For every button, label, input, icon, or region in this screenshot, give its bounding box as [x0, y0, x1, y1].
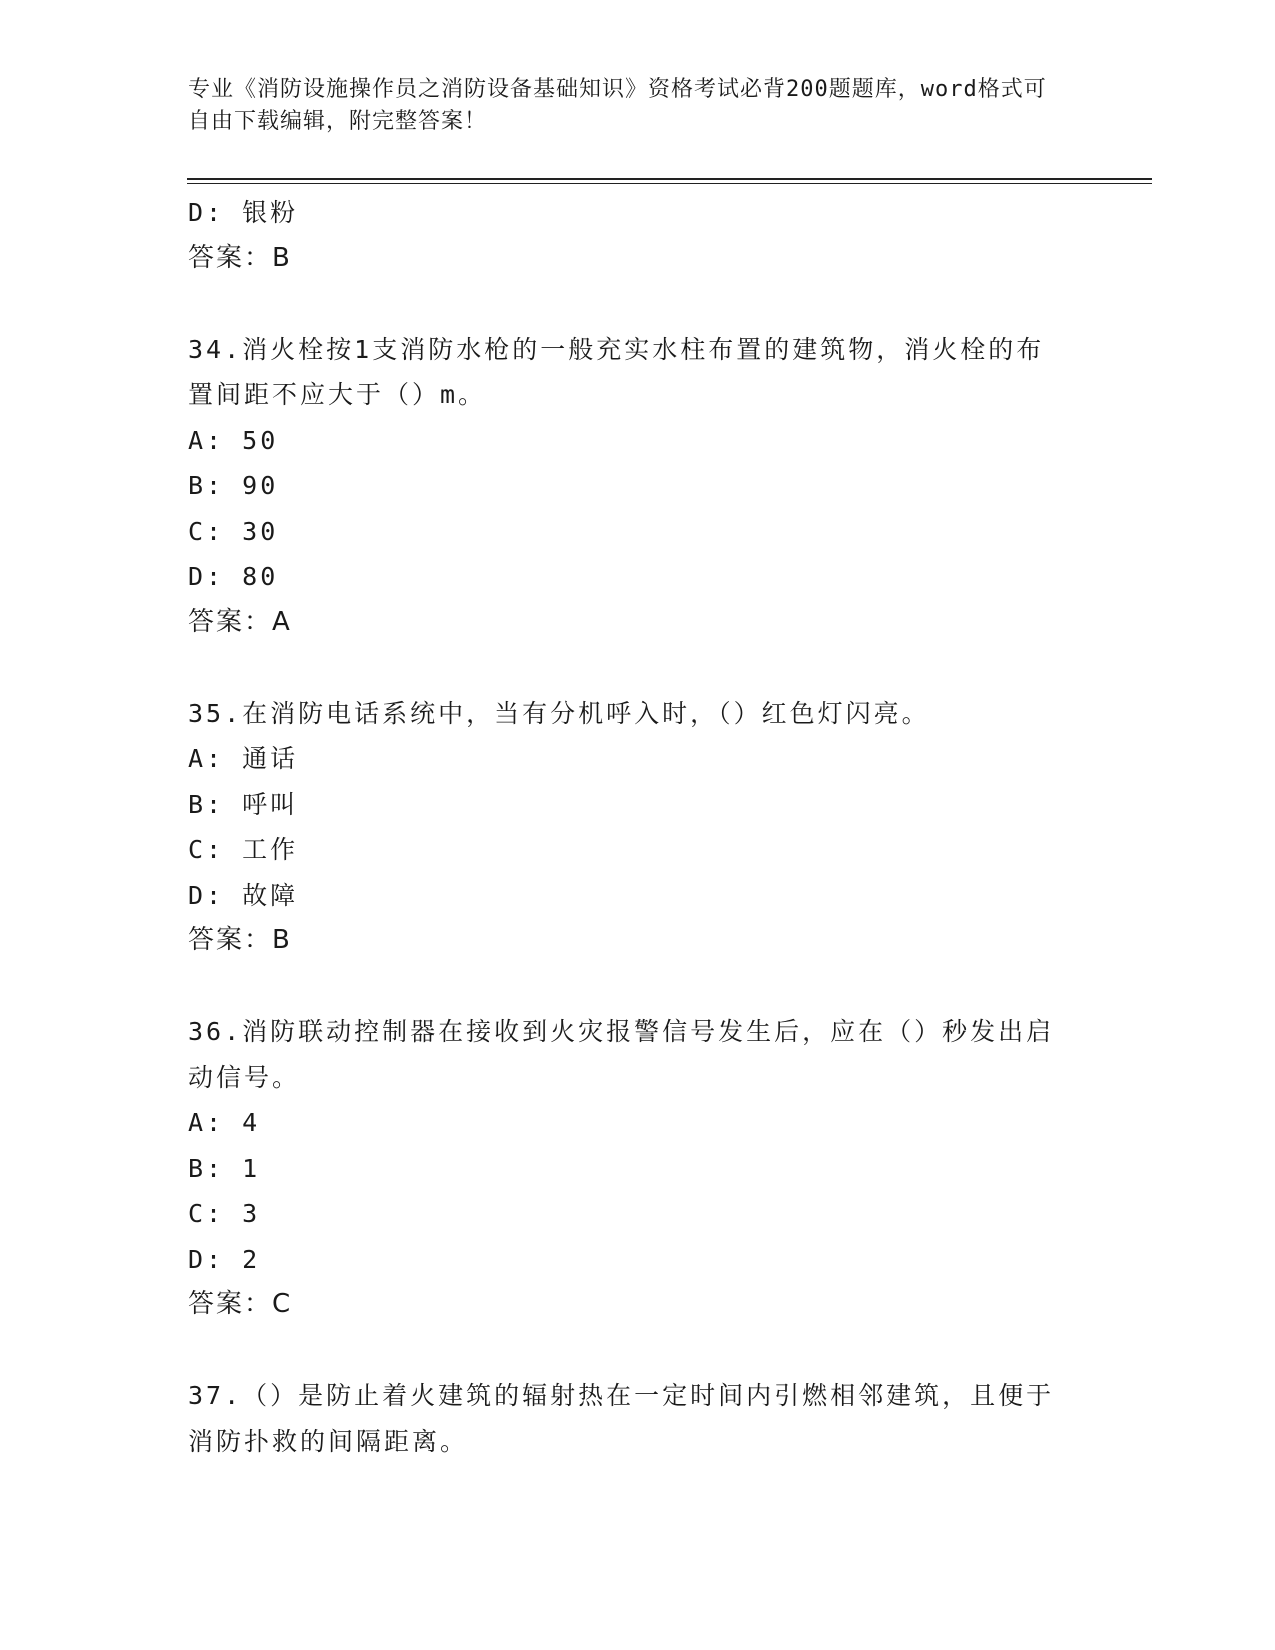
question-text-cont: 消防扑救的间隔距离。 [188, 1426, 469, 1456]
option-a: A: 通话 [188, 744, 299, 773]
page-header-title: 专业《消防设施操作员之消防设备基础知识》资格考试必背200题题库，word格式可自由下载编辑，附完整答案！ [188, 77, 1047, 134]
spacer [188, 1328, 1088, 1374]
spacer [188, 645, 1088, 691]
option-c: C: 3 [188, 1199, 261, 1228]
option-d: D: 故障 [188, 880, 299, 910]
option-a: A: 50 [188, 425, 279, 455]
option-b: B: 1 [188, 1153, 261, 1183]
answer: 答案：B [188, 925, 292, 955]
option-d: D: 80 [188, 562, 279, 591]
option-a: A: 4 [188, 1108, 261, 1137]
question-35 [188, 691, 1088, 964]
option-b: B: 90 [188, 471, 279, 500]
header-divider-thin [187, 183, 1152, 184]
question-text: 37.（）是防止着火建筑的辐射热在一定时间内引燃相邻建筑，且便于 [188, 1381, 1055, 1410]
option-d-prev: D: 银粉 [188, 198, 299, 227]
option-c: C: 30 [188, 516, 279, 546]
answer-prev: 答案：B [188, 242, 292, 273]
question-text: 35.在消防电话系统中，当有分机呼入时，（）红色灯闪亮。 [188, 698, 930, 728]
question-list [188, 190, 1088, 1464]
question-36 [188, 1009, 1088, 1328]
spacer [188, 281, 1088, 327]
option-c: C: 工作 [188, 835, 299, 864]
question-text-cont: 动信号。 [188, 1062, 301, 1092]
spacer [188, 964, 1088, 1010]
header-divider-thick [187, 178, 1152, 180]
question-text-cont: 置间距不应大于（）m。 [188, 380, 487, 409]
question-34 [188, 327, 1088, 646]
question-text: 36.消防联动控制器在接收到火灾报警信号发生后，应在（）秒发出启 [188, 1017, 1055, 1046]
answer: 答案：A [188, 606, 292, 637]
question-text: 34.消火栓按1支消防水枪的一般充实水柱布置的建筑物，消火栓的布 [188, 334, 1045, 364]
question-37 [188, 1373, 1088, 1464]
option-b: B: 呼叫 [188, 789, 299, 819]
answer: 答案：C [188, 1289, 293, 1319]
option-d: D: 2 [188, 1244, 261, 1274]
